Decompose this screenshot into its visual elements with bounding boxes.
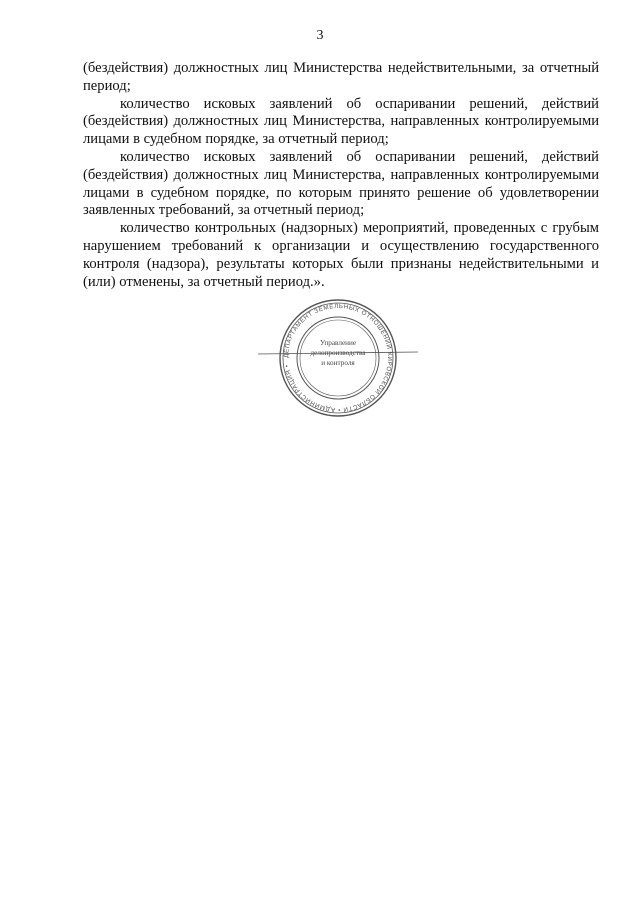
stamp-center-line-3: и контроля xyxy=(321,359,355,367)
stamp-center-line-2: делопроизводства xyxy=(310,349,366,357)
page-number: 3 xyxy=(316,28,324,43)
paragraph-gross-violations: количество контрольных (надзорных) мероприятий, проведенных с грубым нарушением требований к организации и осуществлению государственного контроля (надзора), результаты которых были признаны недействительными и (или) отменены, за отчетный период.». xyxy=(83,220,599,290)
paragraph-lawsuits-satisfied: количество исковых заявлений об оспаривании решений, действий (бездействия) должностных лиц Министерства, направленных контролируемыми лицами в судебном порядке, по которым принято решение об удовлетворении заявленных требований, за отчетный период; xyxy=(83,148,599,219)
stamp-center-line-1: Управление xyxy=(319,339,357,347)
paragraph-lawsuits-filed: количество исковых заявлений об оспаривании решений, действий (бездействия) должностных лиц Министерства, направленных контролируемыми лицами в судебном порядке, за отчетный период; xyxy=(83,95,599,148)
paragraph-continuation: (бездействия) должностных лиц Министерства недействительными, за отчетный период; xyxy=(83,60,599,94)
stamp-ring-text: ДЕПАРТАМЕНТ ЗЕМЕЛЬНЫХ ОТНОШЕНИЙ КИРОВСКОЙ ОБЛАСТИ • АДМИНИСТРАЦИЯ • xyxy=(282,302,394,414)
document-body xyxy=(83,60,599,291)
stamp-seal-icon xyxy=(258,298,418,418)
official-stamp xyxy=(258,298,418,418)
